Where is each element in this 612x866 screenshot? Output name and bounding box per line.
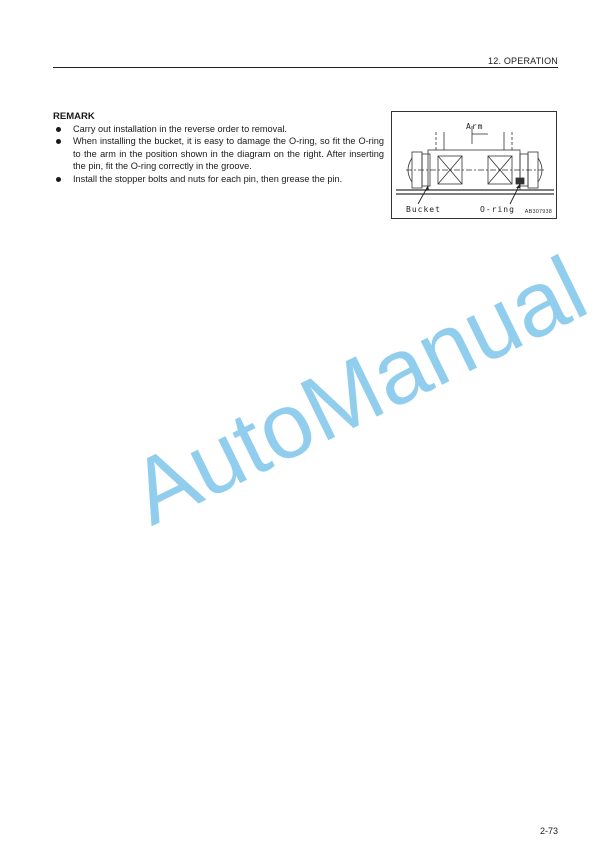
bullet-icon <box>56 127 61 132</box>
remark-item-text: Carry out installation in the reverse order to removal. <box>73 124 287 134</box>
oring-label: O-ring <box>480 205 515 214</box>
watermark-text: AutoManual <box>115 237 602 545</box>
bullet-icon <box>56 139 61 144</box>
oring-diagram <box>391 111 557 219</box>
figure-code: AB307938 <box>524 209 552 215</box>
remark-item-text: When installing the bucket, it is easy to damage the O-ring, so fit the O-ring to the arm in the position shown in the diagram on the right. After inserting the pin, fit the O-ring correctly in the groove. <box>73 136 384 172</box>
remark-item-text: Install the stopper bolts and nuts for each pin, then grease the pin. <box>73 173 343 184</box>
remark-item <box>53 135 384 172</box>
remark-list <box>53 123 384 185</box>
remark-item <box>53 173 384 185</box>
header-rule <box>53 67 558 68</box>
remark-title: REMARK <box>53 111 95 122</box>
page-number: 2-73 <box>539 826 558 836</box>
remark-item <box>53 123 384 135</box>
bullet-icon <box>56 177 61 182</box>
arm-label: Arm <box>466 122 484 131</box>
bucket-label: Bucket <box>406 205 441 214</box>
header-section-label: 12. OPERATION <box>488 56 558 66</box>
